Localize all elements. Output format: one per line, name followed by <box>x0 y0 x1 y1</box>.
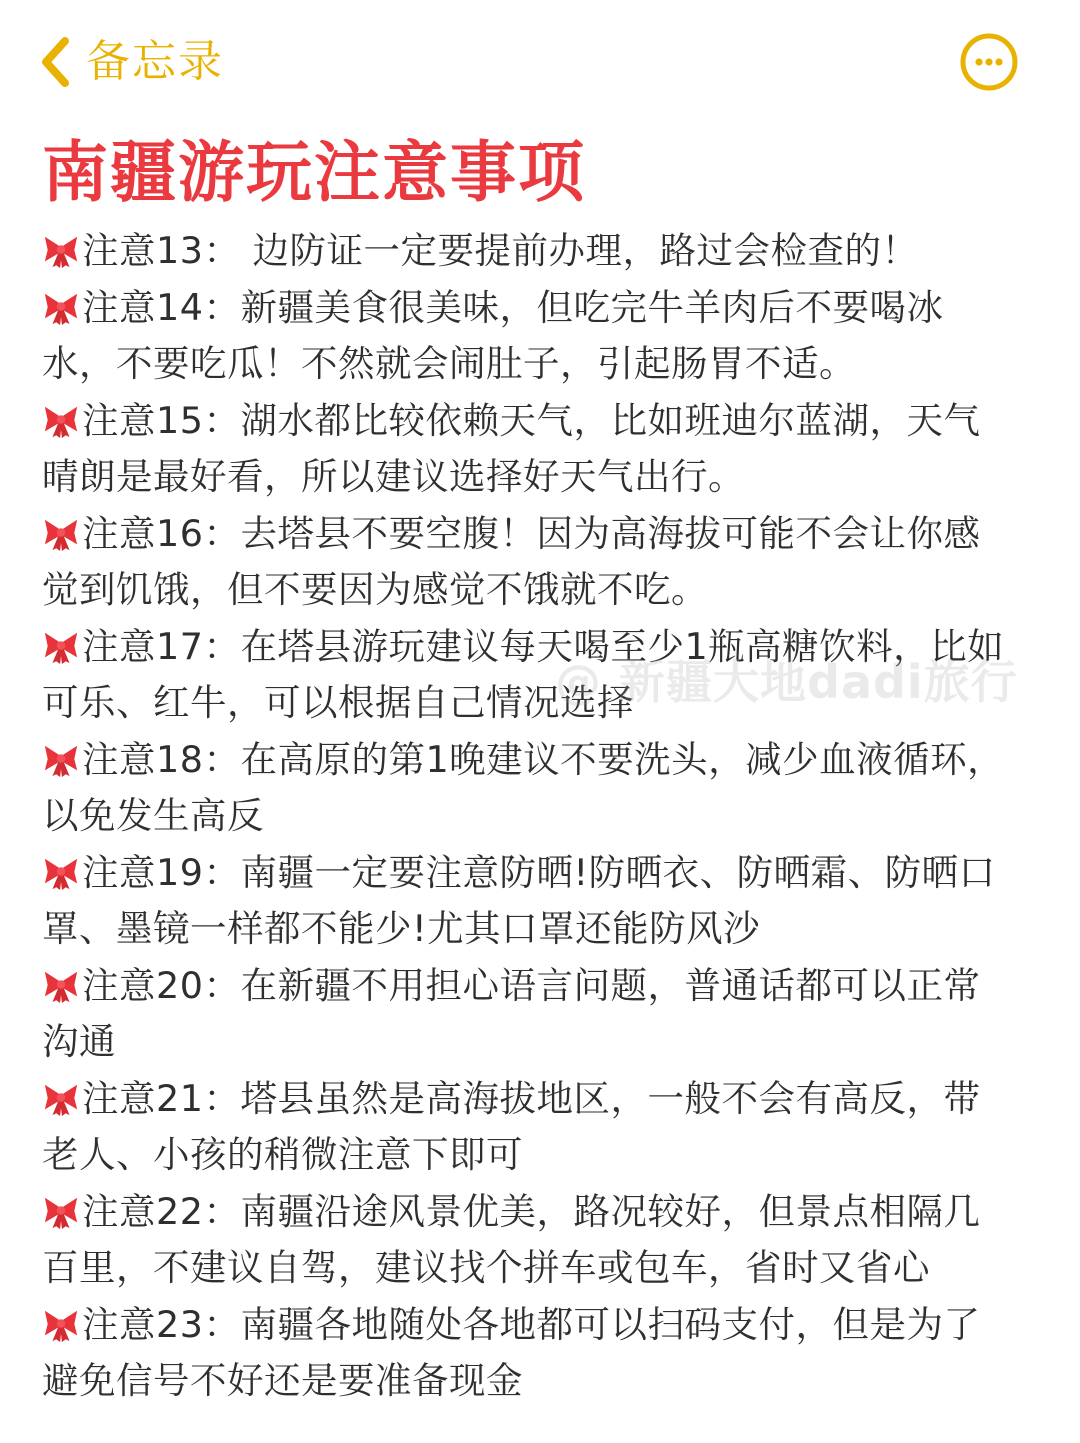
note-item <box>42 506 1017 619</box>
note-item <box>42 732 1017 845</box>
note-label: 注意18： <box>82 737 241 781</box>
note-text: 南疆沿途风景优美，路况较好，但景点相隔几百里，不建议自驾，建议找个拼车或包车，省时又省心 <box>42 1189 981 1289</box>
note-text: 南疆一定要注意防晒!防晒衣、防晒霜、防晒口罩、墨镜一样都不能少!尤其口罩还能防风沙 <box>42 850 996 950</box>
ribbon-bow-icon <box>42 1079 80 1117</box>
watermark: @ 新疆大地dadi旅行 <box>555 655 1018 709</box>
note-item <box>42 280 1017 393</box>
back-button[interactable] <box>38 32 224 92</box>
note-item <box>42 223 1017 280</box>
more-options-button[interactable] <box>960 33 1018 91</box>
chevron-left-icon <box>38 35 72 89</box>
ribbon-bow-icon <box>42 966 80 1004</box>
note-item <box>42 393 1017 506</box>
note-item <box>42 845 1017 958</box>
note-label: 注意23： <box>82 1302 241 1346</box>
note-item <box>42 958 1017 1071</box>
ribbon-bow-icon <box>42 514 80 552</box>
note-text: 湖水都比较依赖天气，比如班迪尔蓝湖，天气晴朗是最好看，所以建议选择好天气出行。 <box>42 398 981 498</box>
note-text: 塔县虽然是高海拔地区，一般不会有高反，带老人、小孩的稍微注意下即可 <box>42 1076 981 1176</box>
ribbon-bow-icon <box>42 740 80 778</box>
note-text: 南疆各地随处各地都可以扫码支付，但是为了避免信号不好还是要准备现金 <box>42 1302 981 1402</box>
note-text: 在塔县游玩建议每天喝至少1瓶高糖饮料，比如可乐、红牛，可以根据自己情况选择 <box>42 624 1005 724</box>
note-item <box>42 1071 1017 1184</box>
ribbon-bow-icon <box>42 1305 80 1343</box>
back-label: 备忘录 <box>86 36 224 87</box>
ellipsis-circle-icon <box>960 33 1018 91</box>
note-item <box>42 1184 1017 1297</box>
note-label: 注意15： <box>82 398 241 442</box>
note-title: 南疆游玩注意事项 <box>42 134 586 211</box>
ribbon-bow-icon <box>42 1192 80 1230</box>
note-item <box>42 1297 1017 1410</box>
note-label: 注意14： <box>82 285 241 329</box>
note-text: 去塔县不要空腹！因为高海拔可能不会让你感觉到饥饿，但不要因为感觉不饿就不吃。 <box>42 511 981 611</box>
note-text: 边防证一定要提前办理，路过会检查的！ <box>240 229 919 272</box>
note-label: 注意19： <box>82 850 241 894</box>
ribbon-bow-icon <box>42 288 80 326</box>
note-text: 在新疆不用担心语言问题，普通话都可以正常沟通 <box>42 963 981 1063</box>
note-text: 新疆美食很美味，但吃完牛羊肉后不要喝冰水，不要吃瓜！不然就会闹肚子，引起肠胃不适。 <box>42 285 944 385</box>
notes-list <box>42 223 1017 1410</box>
navigation-bar <box>0 0 1080 125</box>
ribbon-bow-icon <box>42 231 80 269</box>
note-label: 注意13： <box>82 229 241 272</box>
note-item <box>42 619 1017 732</box>
ribbon-bow-icon <box>42 627 80 665</box>
note-label: 注意17： <box>82 624 241 668</box>
ribbon-bow-icon <box>42 853 80 891</box>
ribbon-bow-icon <box>42 401 80 439</box>
note-label: 注意22： <box>82 1189 241 1233</box>
note-label: 注意20： <box>82 963 241 1007</box>
note-label: 注意21： <box>82 1076 241 1120</box>
note-text: 在高原的第1晚建议不要洗头，减少血液循环，以免发生高反 <box>42 737 1005 837</box>
note-label: 注意16： <box>82 511 241 555</box>
